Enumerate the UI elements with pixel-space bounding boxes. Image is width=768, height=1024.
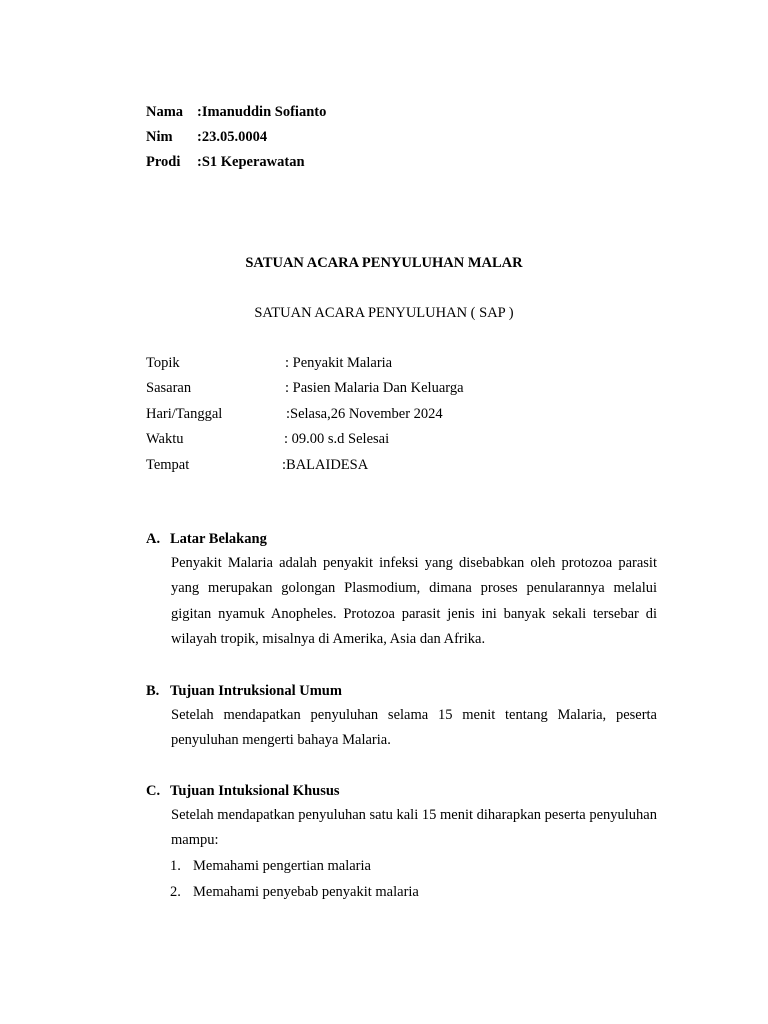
section-b-letter: B. [146,683,160,699]
info-value-sasaran: : Pasien Malaria Dan Keluarga [285,380,464,396]
info-label-topik: Topik [146,355,180,371]
info-label-waktu: Waktu [146,431,184,447]
section-b-heading: Tujuan Intruksional Umum [170,683,342,699]
identity-value-prodi: :S1 Keperawatan [197,154,305,170]
document-title: SATUAN ACARA PENYULUHAN MALAR [245,255,523,271]
info-label-sasaran: Sasaran [146,380,192,396]
section-b-body: Setelah mendapatkan penyuluhan selama 15 menit tentang Malaria, peserta penyuluhan mengerti bahaya Malaria. [171,707,657,749]
info-value-waktu: : 09.00 s.d Selesai [284,431,390,447]
identity-label-nim: Nim [146,129,173,145]
section-a-letter: A. [146,531,161,547]
section-a-body: Penyakit Malaria adalah penyakit infeksi yang disebabkan oleh protozoa parasit yang merupakan golongan Plasmodium, dimana proses penularannya melalui gigitan nyamuk Anopheles. Protozoa parasit jenis ini banyak sekali tersebar di wilayah tropik, misalnya di Amerika, Asia dan Afrika. [171,555,657,647]
section-c-heading: Tujuan Intuksional Khusus [170,783,340,799]
section-c-body: Setelah mendapatkan penyuluhan satu kali 15 menit diharapkan peserta penyuluhan mampu: [171,807,657,849]
section-c-letter: C. [146,783,161,799]
info-label-tempat: Tempat [146,457,190,473]
identity-label-prodi: Prodi [146,154,181,170]
list-item-text: Memahami penyebab penyakit malaria [193,884,419,900]
list-item-number: 1. [170,858,181,874]
info-value-tempat: :BALAIDESA [282,457,369,473]
info-value-hari-tanggal: :Selasa,26 November 2024 [286,406,443,422]
info-value-topik: : Penyakit Malaria [285,355,393,371]
identity-value-nama: :Imanuddin Sofianto [197,104,327,120]
identity-label-nama: Nama [146,104,184,120]
section-a-heading: Latar Belakang [170,531,267,547]
list-item-number: 2. [170,884,181,900]
info-label-hari-tanggal: Hari/Tanggal [146,406,223,422]
list-item-text: Memahami pengertian malaria [193,858,371,874]
document-subtitle: SATUAN ACARA PENYULUHAN ( SAP ) [254,305,514,321]
identity-value-nim: :23.05.0004 [197,129,268,145]
